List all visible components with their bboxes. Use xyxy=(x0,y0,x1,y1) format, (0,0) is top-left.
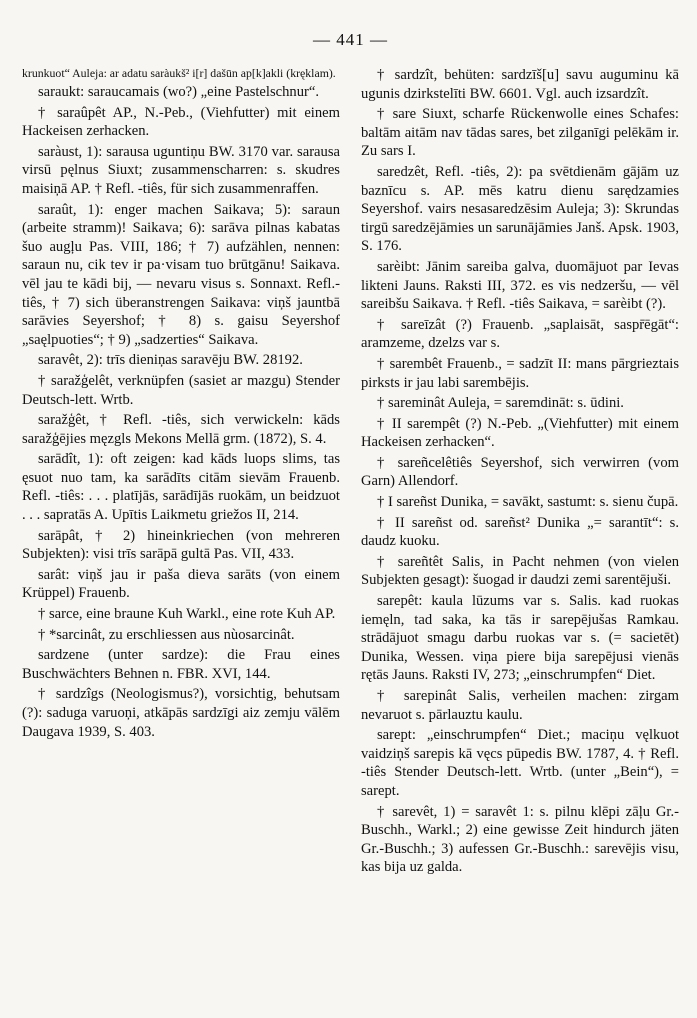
right-column xyxy=(361,66,679,879)
dictionary-entry: † sarembêt Frauenb., = sadzīt II: mans pārgrieztais pirksts ir jau labi sarembējis. xyxy=(361,355,679,391)
columns xyxy=(22,66,679,879)
dictionary-entry: sarāpât, † 2) hineinkriechen (von mehreren Subjekten): visi trīs sarāpā gultā Pas. VII, 433. xyxy=(22,527,340,563)
dictionary-entry: † saražģelêt, verknüpfen (sasiet ar mazgu) Stender Deutsch-lett. Wrtb. xyxy=(22,372,340,408)
dictionary-entry: † sareminât Auleja, = saremdināt: s. ūdini. xyxy=(377,395,624,412)
dictionary-entry: saràust, 1): sarausa uguntiņu BW. 3170 var. sarausa virsū pęlnus Siuxt; zusammenscharren: s. skudres maisiņā AP. † Refl. -tiês, für sich zusammenraffen. xyxy=(22,143,340,197)
dictionary-entry: sarât: viņš jau ir paša dieva sarāts (von einem Krüppel) Frauenb. xyxy=(22,566,340,602)
dictionary-entry: krunkuot“ Auleja: ar adatu saràukš² i[r] dašūn ap[k]akli (kręklam). xyxy=(22,66,336,80)
dictionary-entry: sarādît, 1): oft zeigen: kad kāds luops slims, tas ęsuot nuo tam, ka sarādīts citām sievām Frauenb. Refl. -tiês: . . . platījās, sarādījās ruokām, un beidzuot . . . sapratās A. Upītis Laikmetu griežos II, 214. xyxy=(22,451,340,524)
dictionary-entry: saraût, 1): enger machen Saikava; 5): saraun (arbeite stramm)! Saikava; 6): sarāva pilnas kabatas šuo augļu Pas. VIII, 186; † 7) aufzählen, nennen: saraun nu, cik tev ir pa·visam tuo brūtgānu! Saikava. vēl jau te kādi bij, — nevaru visus s. Sonnaxt. Refl.-tiês, † 7) sich überanstrengen Saikava: viņš jauntbā sarāvies Seyershof; † 8) s. gaisu Seyershof „saęlpuoties“; † 9) „sadzerties“ Saikava. xyxy=(22,201,340,348)
dictionary-entry: sarèibt: Jānim sareiba galva, duomājuot par Ievas likteni Jauns. Raksti III, 372. es vis nedzeršu, — vēl sareibšu Saikava. † Refl. -tiês Saikava, = sarèibt (?). xyxy=(361,258,679,313)
dictionary-entry: † sardzît, behüten: sardzīš[u] savu auguminu kā ugunis dzirkstelīti BW. 6601. Vgl. auch izsardzît. xyxy=(361,67,679,102)
dictionary-entry: † sareñcelêtiês Seyershof, sich verwirren (vom Garn) Allendorf. xyxy=(361,454,679,490)
dictionary-entry: † sarevêt, 1) = saravêt 1: s. pilnu klēpi zāļu Gr.-Buschh., Warkl.; 2) eine gewisse Zeit hindurch jäten Gr.-Buschh.; 3) aufessen Gr.-Buschh.: sarevējis visu, kas bija uz galda. xyxy=(361,803,679,876)
dictionary-entry: saravêt, 2): trīs dieniņas saravēju BW. 28192. xyxy=(38,352,303,369)
dictionary-entry: † sarepinât Salis, verheilen machen: zirgam nevaruot s. pārlauztu kaulu. xyxy=(361,688,679,723)
dictionary-entry: † II sarempêt (?) N.-Peb. „(Viehfutter) mit einem Hackeisen zerhacken“. xyxy=(361,415,679,451)
dictionary-entry: saražģêt, † Refl. -tiês, sich verwickeln: kāds saražģējies męzgls Mekons Mellā grm. (1872), S. 4. xyxy=(22,412,340,447)
dictionary-entry: † II sareñst od. sareñst² Dunika „= sarantīt“: s. daudz kuoku. xyxy=(361,514,679,550)
dictionary-entry: † saraûpêt AP., N.-Peb., (Viehfutter) mit einem Hackeisen zerhacken. xyxy=(22,104,340,140)
dictionary-entry: sarept: „einschrumpfen“ Diet.; maciņu vęlkuot vaidziņš sarepis kā vęcs pūpedis BW. 1787, 4. † Refl. -tiês Stender Deutsch-lett. Wrtb. (unter „Bein“), = sarept. xyxy=(361,727,679,799)
dictionary-entry: † I sareñst Dunika, = savākt, sastumt: s. sienu čupā. xyxy=(377,494,679,511)
dictionary-entry: sarepêt: kaula lūzums var s. Salis. kad ruokas iemęln, tad saka, ka tās ir sarepējušas Ramkau. strādājuot smagu darbu ruokas var s. (= sacietēt) Dunika, Wessen. viņa piere bija sarepējusi vienās rętās Jauns. Raksti IV, 273; „einschrumpfen“ Diet. xyxy=(361,593,679,684)
dictionary-entry: † sareīzât (?) Frauenb. „saplaisāt, saspr̄ēgāt“: aramzeme, dzelzs var s. xyxy=(361,316,679,352)
dictionary-entry: † sareñtêt Salis, in Pacht nehmen (von vielen Subjekten gesagt): šuogad ir daudzi zemi sarentējuši. xyxy=(361,553,679,589)
dictionary-entry: † sarce, eine braune Kuh Warkl., eine rote Kuh AP. xyxy=(38,606,336,623)
dictionary-entry: † sare Siuxt, scharfe Rückenwolle eines Schafes: baltām aitām nav tādas sares, bet zilganīgi pelēkām ir. Zu sars I. xyxy=(361,106,679,160)
dictionary-entry: sardzene (unter sardze): die Frau eines Buschwächters Behnen n. FBR. XVI, 144. xyxy=(22,647,340,682)
left-column xyxy=(22,66,340,879)
dictionary-entry: saraukt: sarauсаmais (wo?) „eine Pastelschnur“. xyxy=(38,84,319,100)
dictionary-entry: † sardzîgs (Neologismus?), vorsichtig, behutsam (?): saduga varuoņi, atkāpās sardzīgi aiz zemju vālēm Daugava 1939, S. 403. xyxy=(22,686,340,740)
dictionary-entry: † *sarcinât, zu erschliessen aus nùosarcinât. xyxy=(38,626,295,643)
page-number: — 441 — xyxy=(313,30,388,49)
dictionary-entry: saredzêt, Refl. -tiês, 2): pa svētdienām gājām uz baznīcu s. AP. mēs katru dienu sarędzamies Seyershof. vairs nesasaredzēsim Auleja; 3): Skrundas tirgū saredzējāmies un sarunājāmies Janš. Apsk. 1903, S. 176. xyxy=(361,163,679,255)
